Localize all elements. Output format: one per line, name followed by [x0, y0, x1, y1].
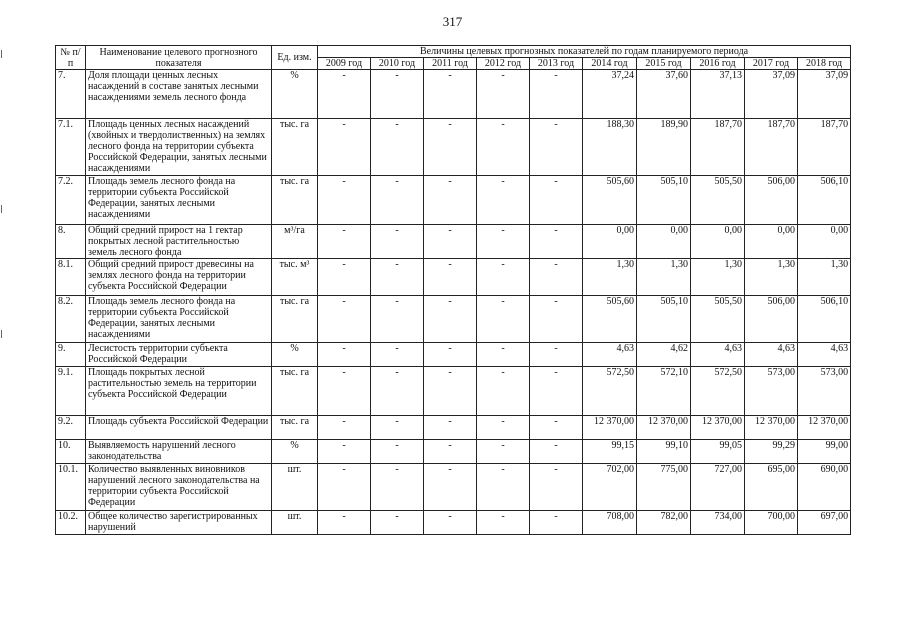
header-year: 2016 год	[691, 58, 745, 70]
unit-cell: %	[272, 440, 318, 464]
value-cell: 1,30	[745, 259, 798, 296]
header-year: 2012 год	[477, 58, 530, 70]
value-cell: -	[371, 225, 424, 259]
value-cell: 99,10	[637, 440, 691, 464]
value-cell: 1,30	[583, 259, 637, 296]
value-cell: 734,00	[691, 511, 745, 535]
value-cell: -	[318, 259, 371, 296]
unit-cell: тыс. м³	[272, 259, 318, 296]
value-cell: -	[530, 296, 583, 343]
header-year: 2014 год	[583, 58, 637, 70]
value-cell: -	[477, 367, 530, 416]
value-cell: 4,63	[691, 343, 745, 367]
value-cell: 506,00	[745, 176, 798, 225]
value-cell: 775,00	[637, 464, 691, 511]
value-cell: -	[477, 464, 530, 511]
indicator-name: Площадь субъекта Российской Федерации	[86, 416, 272, 440]
table-row	[56, 416, 851, 440]
indicator-name: Площадь земель лесного фонда на территории субъекта Российской Федерации, занятых лесными насаждениями	[86, 176, 272, 225]
indicators-table	[55, 45, 851, 535]
value-cell: 0,00	[691, 225, 745, 259]
value-cell: -	[318, 176, 371, 225]
value-cell: -	[477, 296, 530, 343]
value-cell: -	[318, 119, 371, 176]
value-cell: 12 370,00	[583, 416, 637, 440]
table-row	[56, 464, 851, 511]
value-cell: -	[424, 225, 477, 259]
header-year: 2009 год	[318, 58, 371, 70]
indicator-name: Площадь ценных лесных насаждений (хвойных и твердолиственных) на землях лесного фонда на территории субъекта Российской Федерации, занятых лесными насаждениями	[86, 119, 272, 176]
row-number: 9.1.	[56, 367, 86, 416]
header-year: 2011 год	[424, 58, 477, 70]
value-cell: -	[477, 259, 530, 296]
value-cell: 187,70	[798, 119, 851, 176]
value-cell: 4,63	[583, 343, 637, 367]
value-cell: 505,60	[583, 296, 637, 343]
value-cell: -	[424, 259, 477, 296]
value-cell: -	[424, 511, 477, 535]
value-cell: -	[371, 343, 424, 367]
row-number: 10.	[56, 440, 86, 464]
header-unit: Ед. изм.	[272, 46, 318, 70]
row-number: 7.1.	[56, 119, 86, 176]
scan-edge-mark	[1, 205, 2, 213]
value-cell: 188,30	[583, 119, 637, 176]
row-number: 7.2.	[56, 176, 86, 225]
indicator-name: Общее количество зарегистрированных нарушений	[86, 511, 272, 535]
value-cell: 187,70	[691, 119, 745, 176]
value-cell: -	[318, 343, 371, 367]
value-cell: -	[530, 176, 583, 225]
value-cell: -	[424, 367, 477, 416]
value-cell: 4,63	[745, 343, 798, 367]
value-cell: 505,60	[583, 176, 637, 225]
value-cell: 782,00	[637, 511, 691, 535]
value-cell: 37,13	[691, 70, 745, 119]
row-number: 8.2.	[56, 296, 86, 343]
value-cell: -	[477, 225, 530, 259]
value-cell: -	[371, 119, 424, 176]
value-cell: 505,50	[691, 176, 745, 225]
value-cell: -	[371, 440, 424, 464]
value-cell: -	[371, 367, 424, 416]
unit-cell: шт.	[272, 464, 318, 511]
indicator-name: Общий средний прирост на 1 гектар покрытых лесной растительностью земель лесного фонда	[86, 225, 272, 259]
value-cell: 12 370,00	[798, 416, 851, 440]
unit-cell: тыс. га	[272, 416, 318, 440]
value-cell: -	[318, 440, 371, 464]
value-cell: -	[424, 440, 477, 464]
value-cell: 37,09	[798, 70, 851, 119]
value-cell: 189,90	[637, 119, 691, 176]
value-cell: 690,00	[798, 464, 851, 511]
table-row	[56, 296, 851, 343]
table-row	[56, 70, 851, 119]
value-cell: -	[424, 296, 477, 343]
unit-cell: тыс. га	[272, 367, 318, 416]
value-cell: -	[424, 464, 477, 511]
value-cell: -	[530, 464, 583, 511]
value-cell: -	[424, 416, 477, 440]
unit-cell: шт.	[272, 511, 318, 535]
value-cell: 702,00	[583, 464, 637, 511]
header-name: Наименование целевого прогнозного показателя	[86, 46, 272, 70]
unit-cell: м³/га	[272, 225, 318, 259]
row-number: 10.1.	[56, 464, 86, 511]
table-row	[56, 176, 851, 225]
value-cell: -	[424, 70, 477, 119]
value-cell: -	[477, 119, 530, 176]
value-cell: -	[424, 343, 477, 367]
value-cell: 708,00	[583, 511, 637, 535]
value-cell: 99,15	[583, 440, 637, 464]
indicator-name: Доля площади ценных лесных насаждений в составе занятых лесными насаждениями земель лесного фонда	[86, 70, 272, 119]
value-cell: -	[477, 176, 530, 225]
unit-cell: тыс. га	[272, 176, 318, 225]
value-cell: 506,10	[798, 296, 851, 343]
value-cell: -	[318, 367, 371, 416]
value-cell: 700,00	[745, 511, 798, 535]
value-cell: -	[371, 511, 424, 535]
value-cell: 0,00	[583, 225, 637, 259]
value-cell: 37,60	[637, 70, 691, 119]
indicator-name: Количество выявленных виновников нарушений лесного законодательства на территории субъекта Российской Федерации	[86, 464, 272, 511]
unit-cell: тыс. га	[272, 119, 318, 176]
value-cell: -	[318, 464, 371, 511]
indicator-name: Лесистость территории субъекта Российской Федерации	[86, 343, 272, 367]
value-cell: -	[477, 70, 530, 119]
value-cell: 506,00	[745, 296, 798, 343]
indicator-name: Выявляемость нарушений лесного законодательства	[86, 440, 272, 464]
value-cell: 0,00	[798, 225, 851, 259]
header-year: 2015 год	[637, 58, 691, 70]
row-number: 9.	[56, 343, 86, 367]
indicator-name: Площадь земель лесного фонда на территории субъекта Российской Федерации, занятых лесными насаждениями	[86, 296, 272, 343]
unit-cell: %	[272, 343, 318, 367]
value-cell: -	[530, 119, 583, 176]
value-cell: 37,09	[745, 70, 798, 119]
value-cell: 505,50	[691, 296, 745, 343]
value-cell: -	[371, 296, 424, 343]
value-cell: 697,00	[798, 511, 851, 535]
page-number: 317	[442, 14, 463, 29]
value-cell: 99,00	[798, 440, 851, 464]
scan-edge-mark	[1, 50, 2, 58]
value-cell: -	[477, 440, 530, 464]
value-cell: 187,70	[745, 119, 798, 176]
value-cell: 4,62	[637, 343, 691, 367]
value-cell: 99,29	[745, 440, 798, 464]
value-cell: 573,00	[798, 367, 851, 416]
value-cell: -	[530, 343, 583, 367]
value-cell: 12 370,00	[745, 416, 798, 440]
header-years-group: Величины целевых прогнозных показателей по годам планируемого периода	[318, 46, 851, 58]
table-row	[56, 440, 851, 464]
header-year: 2017 год	[745, 58, 798, 70]
value-cell: -	[530, 416, 583, 440]
value-cell: 1,30	[637, 259, 691, 296]
value-cell: -	[371, 70, 424, 119]
table-row	[56, 343, 851, 367]
value-cell: -	[424, 176, 477, 225]
value-cell: 1,30	[691, 259, 745, 296]
value-cell: -	[371, 176, 424, 225]
row-number: 8.	[56, 225, 86, 259]
value-cell: 505,10	[637, 296, 691, 343]
value-cell: -	[530, 440, 583, 464]
value-cell: 727,00	[691, 464, 745, 511]
value-cell: 0,00	[745, 225, 798, 259]
value-cell: -	[530, 225, 583, 259]
table-row	[56, 259, 851, 296]
value-cell: -	[424, 119, 477, 176]
header-year: 2018 год	[798, 58, 851, 70]
value-cell: 506,10	[798, 176, 851, 225]
value-cell: -	[477, 343, 530, 367]
value-cell: -	[318, 416, 371, 440]
header-num: № п/п	[56, 46, 86, 70]
value-cell: 4,63	[798, 343, 851, 367]
indicator-name: Площадь покрытых лесной растительностью земель на территории субъекта Российской Федерации	[86, 367, 272, 416]
header-year: 2010 год	[371, 58, 424, 70]
value-cell: -	[477, 416, 530, 440]
unit-cell: тыс. га	[272, 296, 318, 343]
table-row	[56, 119, 851, 176]
value-cell: 505,10	[637, 176, 691, 225]
value-cell: -	[371, 259, 424, 296]
value-cell: 572,50	[583, 367, 637, 416]
value-cell: -	[371, 416, 424, 440]
unit-cell: %	[272, 70, 318, 119]
value-cell: -	[371, 464, 424, 511]
value-cell: -	[477, 511, 530, 535]
value-cell: -	[318, 225, 371, 259]
indicator-name: Общий средний прирост древесины на землях лесного фонда на территории субъекта Российской Федерации	[86, 259, 272, 296]
table-row	[56, 367, 851, 416]
table-row	[56, 511, 851, 535]
value-cell: -	[530, 367, 583, 416]
value-cell: 573,00	[745, 367, 798, 416]
value-cell: 12 370,00	[691, 416, 745, 440]
row-number: 8.1.	[56, 259, 86, 296]
value-cell: -	[530, 70, 583, 119]
value-cell: 0,00	[637, 225, 691, 259]
scan-edge-mark	[1, 330, 2, 338]
value-cell: 1,30	[798, 259, 851, 296]
row-number: 10.2.	[56, 511, 86, 535]
value-cell: -	[530, 511, 583, 535]
value-cell: -	[318, 511, 371, 535]
row-number: 7.	[56, 70, 86, 119]
value-cell: 37,24	[583, 70, 637, 119]
value-cell: -	[530, 259, 583, 296]
table-row	[56, 225, 851, 259]
value-cell: 99,05	[691, 440, 745, 464]
row-number: 9.2.	[56, 416, 86, 440]
value-cell: 695,00	[745, 464, 798, 511]
header-year: 2013 год	[530, 58, 583, 70]
value-cell: -	[318, 70, 371, 119]
value-cell: 572,50	[691, 367, 745, 416]
value-cell: 572,10	[637, 367, 691, 416]
value-cell: 12 370,00	[637, 416, 691, 440]
value-cell: -	[318, 296, 371, 343]
